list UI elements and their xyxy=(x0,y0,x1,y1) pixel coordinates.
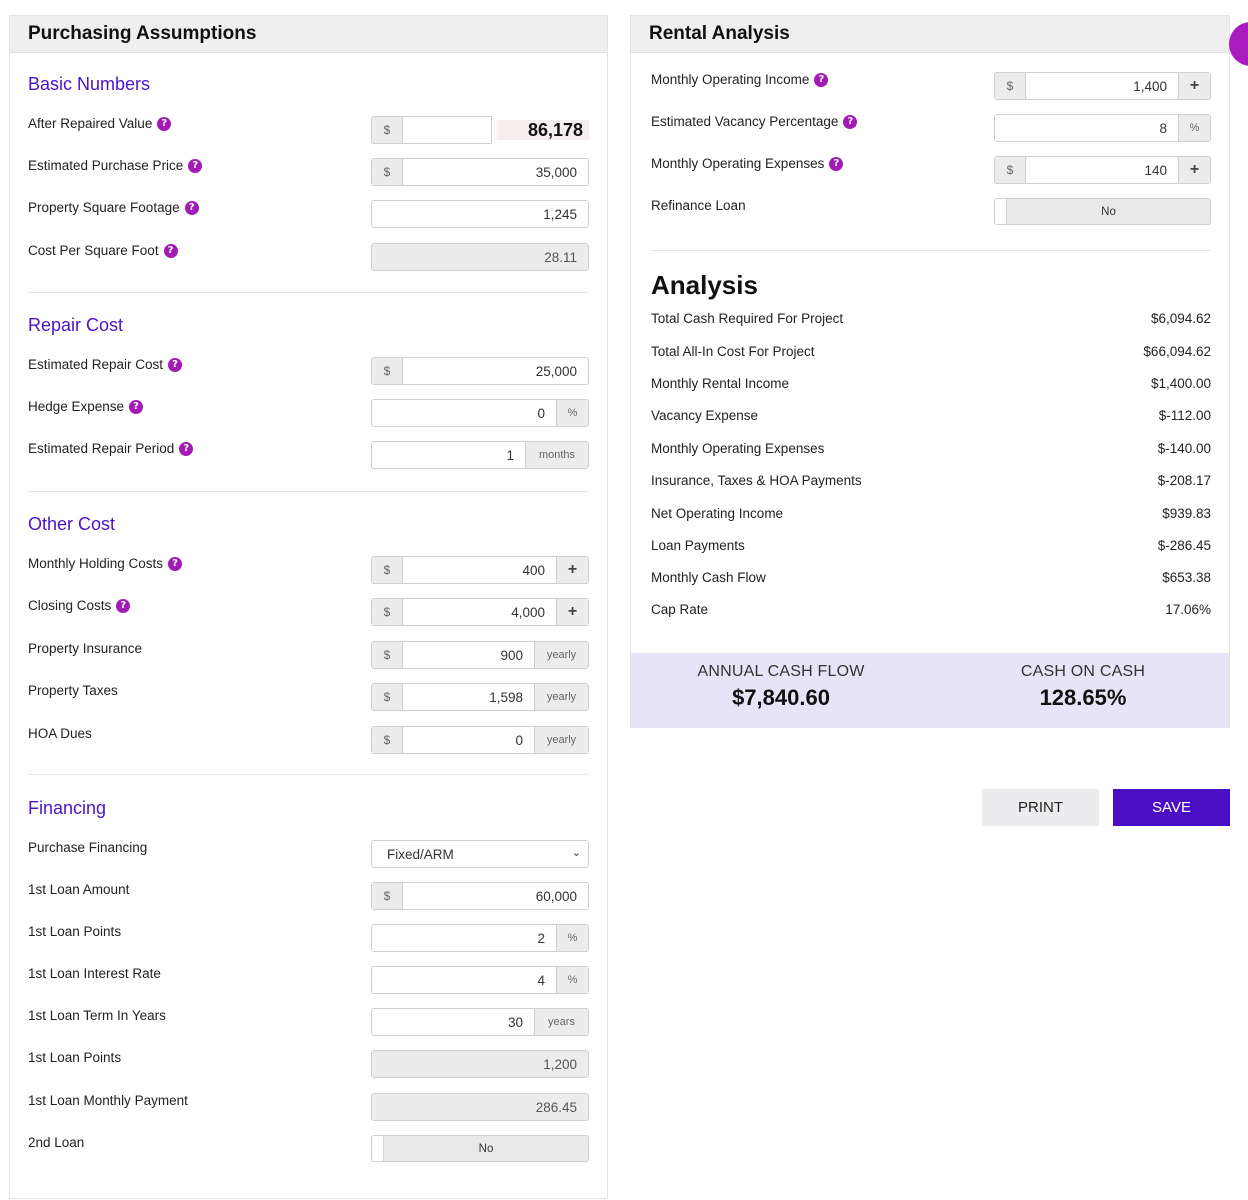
arv-label-text: After Repaired Value xyxy=(28,116,153,131)
section-divider xyxy=(28,774,588,775)
loan-term-input[interactable] xyxy=(371,1008,589,1036)
second-loan-toggle[interactable] xyxy=(371,1135,589,1162)
analysis-row-value: $653.38 xyxy=(1162,570,1211,585)
percent-suffix: % xyxy=(556,967,588,993)
repair-cost-value[interactable]: 25,000 xyxy=(535,363,577,379)
analysis-row-value: $-286.45 xyxy=(1157,538,1211,553)
section-title-other-cost: Other Cost xyxy=(28,514,116,534)
arv-input[interactable] xyxy=(402,116,492,144)
dollar-prefix: $ xyxy=(372,159,403,185)
operating-expenses-label xyxy=(651,156,843,171)
analysis-row-value: 17.06% xyxy=(1165,602,1211,617)
arv-field[interactable] xyxy=(371,116,589,144)
help-circle-icon[interactable]: ? xyxy=(829,157,843,171)
second-loan-label: 2nd Loan xyxy=(28,1135,85,1150)
print-button[interactable]: PRINT xyxy=(982,789,1099,826)
dollar-prefix: $ xyxy=(372,727,403,753)
purchase-price-input[interactable] xyxy=(371,158,589,186)
dollar-prefix: $ xyxy=(372,599,403,625)
plus-icon[interactable]: + xyxy=(556,599,588,625)
analysis-row-value: $-112.00 xyxy=(1158,408,1211,423)
section-title-repair-cost: Repair Cost xyxy=(28,315,124,335)
analysis-row-label: Cap Rate xyxy=(651,602,709,617)
analysis-row xyxy=(651,570,1211,585)
analysis-row-label: Monthly Cash Flow xyxy=(651,570,766,585)
help-circle-icon[interactable]: ? xyxy=(168,358,182,372)
refinance-loan-toggle-label: No xyxy=(1101,205,1116,218)
dollar-prefix: $ xyxy=(372,883,403,909)
help-circle-icon[interactable]: ? xyxy=(179,442,193,456)
interest-rate-input[interactable] xyxy=(371,966,589,994)
analysis-row-value: $939.83 xyxy=(1162,506,1211,521)
yearly-suffix: yearly xyxy=(534,684,588,710)
loan-points-amount-readonly xyxy=(371,1050,589,1078)
section-divider xyxy=(28,292,588,293)
closing-costs-label xyxy=(28,598,130,613)
repair-cost-label xyxy=(28,357,182,372)
repair-period-value[interactable]: 1 xyxy=(506,447,514,463)
hoa-input[interactable] xyxy=(371,726,589,754)
repair-period-label xyxy=(28,441,193,456)
square-footage-label xyxy=(28,200,199,215)
chevron-down-icon: ⌄ xyxy=(571,847,581,859)
section-title-financing: Financing xyxy=(28,798,107,818)
purchase-financing-select[interactable] xyxy=(371,840,589,868)
holding-costs-label xyxy=(28,556,182,571)
holding-costs-input[interactable] xyxy=(371,556,589,584)
percent-suffix: % xyxy=(556,925,588,951)
interest-rate-value[interactable]: 4 xyxy=(537,972,545,988)
loan-points-input[interactable] xyxy=(371,924,589,952)
hedge-expense-label-text: Hedge Expense xyxy=(28,399,125,414)
vacancy-input[interactable] xyxy=(994,114,1211,142)
monthly-payment-value: 286.45 xyxy=(535,1099,577,1115)
dollar-prefix: $ xyxy=(995,73,1026,99)
second-loan-toggle-label: No xyxy=(478,1142,494,1155)
yearly-suffix: yearly xyxy=(534,727,588,753)
analysis-row xyxy=(651,408,1211,423)
taxes-value[interactable]: 1,598 xyxy=(489,689,523,705)
percent-suffix: % xyxy=(1178,115,1210,141)
square-footage-value[interactable]: 1,245 xyxy=(543,206,577,222)
operating-expenses-input[interactable] xyxy=(994,156,1211,184)
hoa-value[interactable]: 0 xyxy=(515,732,523,748)
chat-bubble-icon[interactable] xyxy=(1229,22,1248,66)
help-circle-icon[interactable]: ? xyxy=(116,599,130,613)
rental-analysis-panel xyxy=(630,15,1230,728)
help-circle-icon[interactable]: ? xyxy=(129,400,143,414)
annual-cash-flow-value: $7,840.60 xyxy=(732,685,830,710)
analysis-row xyxy=(651,376,1211,391)
analysis-row-label: Insurance, Taxes & HOA Payments xyxy=(651,473,862,488)
holding-costs-label-text: Monthly Holding Costs xyxy=(28,556,164,571)
analysis-row-label: Vacancy Expense xyxy=(651,408,759,423)
refinance-loan-label: Refinance Loan xyxy=(651,198,746,213)
loan-term-value[interactable]: 30 xyxy=(507,1014,523,1030)
purchase-price-label xyxy=(28,158,202,173)
loan-amount-value[interactable]: 60,000 xyxy=(535,888,577,904)
analysis-row xyxy=(651,473,1211,488)
operating-income-label-text: Monthly Operating Income xyxy=(651,72,810,87)
yearly-suffix: yearly xyxy=(534,642,588,668)
operating-income-input[interactable] xyxy=(994,72,1211,100)
hoa-label: HOA Dues xyxy=(28,726,92,741)
dollar-prefix: $ xyxy=(372,684,403,710)
loan-points-amount-value: 1,200 xyxy=(543,1056,577,1072)
monthly-payment-readonly xyxy=(371,1093,589,1121)
analysis-row xyxy=(651,506,1211,521)
analysis-row-label: Total All-In Cost For Project xyxy=(651,344,815,359)
repair-period-label-text: Estimated Repair Period xyxy=(28,441,175,456)
insurance-value[interactable]: 900 xyxy=(500,647,523,663)
cost-per-sqft-readonly xyxy=(371,243,589,271)
closing-costs-input[interactable] xyxy=(371,598,589,626)
arv-value: 86,178 xyxy=(492,120,589,140)
taxes-label: Property Taxes xyxy=(28,683,118,698)
repair-cost-label-text: Estimated Repair Cost xyxy=(28,357,164,372)
section-divider xyxy=(28,491,588,492)
square-footage-input[interactable] xyxy=(371,200,589,228)
purchase-financing-label: Purchase Financing xyxy=(28,840,148,855)
purchase-price-value[interactable]: 35,000 xyxy=(535,164,577,180)
analysis-row xyxy=(651,538,1211,553)
panel-title: Rental Analysis xyxy=(631,16,1229,53)
analysis-row-value: $66,094.62 xyxy=(1143,344,1211,359)
cost-per-sqft-label xyxy=(28,243,178,258)
analysis-row-value: $6,094.62 xyxy=(1150,311,1211,326)
toggle-knob[interactable] xyxy=(995,199,1007,224)
panel-title: Purchasing Assumptions xyxy=(10,16,607,53)
loan-amount-input[interactable] xyxy=(371,882,589,910)
insurance-label: Property Insurance xyxy=(28,641,143,656)
annual-cash-flow xyxy=(631,663,931,711)
loan-term-label: 1st Loan Term In Years xyxy=(28,1008,166,1023)
holding-costs-value[interactable]: 400 xyxy=(522,562,545,578)
years-suffix: years xyxy=(534,1009,588,1035)
toggle-knob[interactable] xyxy=(372,1136,384,1161)
dollar-prefix: $ xyxy=(372,557,403,583)
repair-period-input[interactable] xyxy=(371,441,589,469)
purchase-price-label-text: Estimated Purchase Price xyxy=(28,158,184,173)
insurance-input[interactable] xyxy=(371,641,589,669)
plus-icon[interactable]: + xyxy=(1178,157,1210,183)
analysis-row-value: $-208.17 xyxy=(1157,473,1211,488)
arv-label xyxy=(28,116,171,131)
taxes-input[interactable] xyxy=(371,683,589,711)
analysis-row-label: Net Operating Income xyxy=(651,506,784,521)
loan-points-amount-label: 1st Loan Points xyxy=(28,1050,122,1065)
analysis-row xyxy=(651,344,1211,359)
help-circle-icon[interactable]: ? xyxy=(814,73,828,87)
dollar-prefix: $ xyxy=(372,642,403,668)
hedge-expense-value[interactable]: 0 xyxy=(537,405,545,421)
cash-on-cash-value: 128.65% xyxy=(1039,685,1127,710)
analysis-row xyxy=(651,602,1211,617)
closing-costs-value[interactable]: 4,000 xyxy=(511,604,545,620)
loan-amount-label: 1st Loan Amount xyxy=(28,882,130,897)
cost-per-sqft-value: 28.11 xyxy=(544,249,577,265)
dollar-prefix: $ xyxy=(372,358,403,384)
purchase-financing-value: Fixed/ARM xyxy=(387,846,454,862)
hedge-expense-input[interactable] xyxy=(371,399,589,427)
help-circle-icon[interactable]: ? xyxy=(843,115,857,129)
percent-suffix: % xyxy=(556,400,588,426)
vacancy-label-text: Estimated Vacancy Percentage xyxy=(651,114,839,129)
analysis-row xyxy=(651,441,1211,456)
section-title-basic-numbers: Basic Numbers xyxy=(28,74,151,94)
dollar-prefix: $ xyxy=(995,157,1026,183)
operating-expenses-label-text: Monthly Operating Expenses xyxy=(651,156,825,171)
save-button[interactable]: SAVE xyxy=(1113,789,1230,826)
analysis-row xyxy=(651,311,1211,326)
help-circle-icon[interactable]: ? xyxy=(188,159,202,173)
plus-icon[interactable]: + xyxy=(1178,73,1210,99)
purchasing-assumptions-panel xyxy=(9,15,608,1199)
analysis-row-value: $-140.00 xyxy=(1157,441,1211,456)
analysis-row-label: Loan Payments xyxy=(651,538,745,553)
repair-cost-input[interactable] xyxy=(371,357,589,385)
vacancy-value[interactable]: 8 xyxy=(1159,120,1167,136)
square-footage-label-text: Property Square Footage xyxy=(28,200,180,215)
loan-points-label: 1st Loan Points xyxy=(28,924,122,939)
operating-expenses-value[interactable]: 140 xyxy=(1144,162,1167,178)
operating-income-label xyxy=(651,72,828,87)
refinance-loan-toggle[interactable] xyxy=(994,198,1211,225)
monthly-payment-label: 1st Loan Monthly Payment xyxy=(28,1093,188,1108)
closing-costs-label-text: Closing Costs xyxy=(28,598,112,613)
cash-on-cash-label: CASH ON CASH xyxy=(1020,663,1146,680)
cash-on-cash xyxy=(933,663,1233,711)
interest-rate-label: 1st Loan Interest Rate xyxy=(28,966,161,981)
hedge-expense-label xyxy=(28,399,143,414)
section-divider xyxy=(651,250,1211,251)
analysis-row-label: Monthly Operating Expenses xyxy=(651,441,825,456)
cash-flow-summary xyxy=(631,653,1229,728)
plus-icon[interactable]: + xyxy=(556,557,588,583)
vacancy-label xyxy=(651,114,857,129)
annual-cash-flow-label: ANNUAL CASH FLOW xyxy=(697,663,865,680)
analysis-row-value: $1,400.00 xyxy=(1150,376,1211,391)
help-circle-icon[interactable]: ? xyxy=(185,201,199,215)
operating-income-value[interactable]: 1,400 xyxy=(1133,78,1167,94)
help-circle-icon[interactable]: ? xyxy=(157,117,171,131)
analysis-title: Analysis xyxy=(651,270,758,300)
loan-points-value[interactable]: 2 xyxy=(537,930,545,946)
analysis-row-label: Total Cash Required For Project xyxy=(651,311,844,326)
dollar-prefix: $ xyxy=(371,116,402,144)
help-circle-icon[interactable]: ? xyxy=(164,244,178,258)
months-suffix: months xyxy=(525,442,588,468)
analysis-row-label: Monthly Rental Income xyxy=(651,376,790,391)
help-circle-icon[interactable]: ? xyxy=(168,557,182,571)
cost-per-sqft-label-text: Cost Per Square Foot xyxy=(28,243,159,258)
